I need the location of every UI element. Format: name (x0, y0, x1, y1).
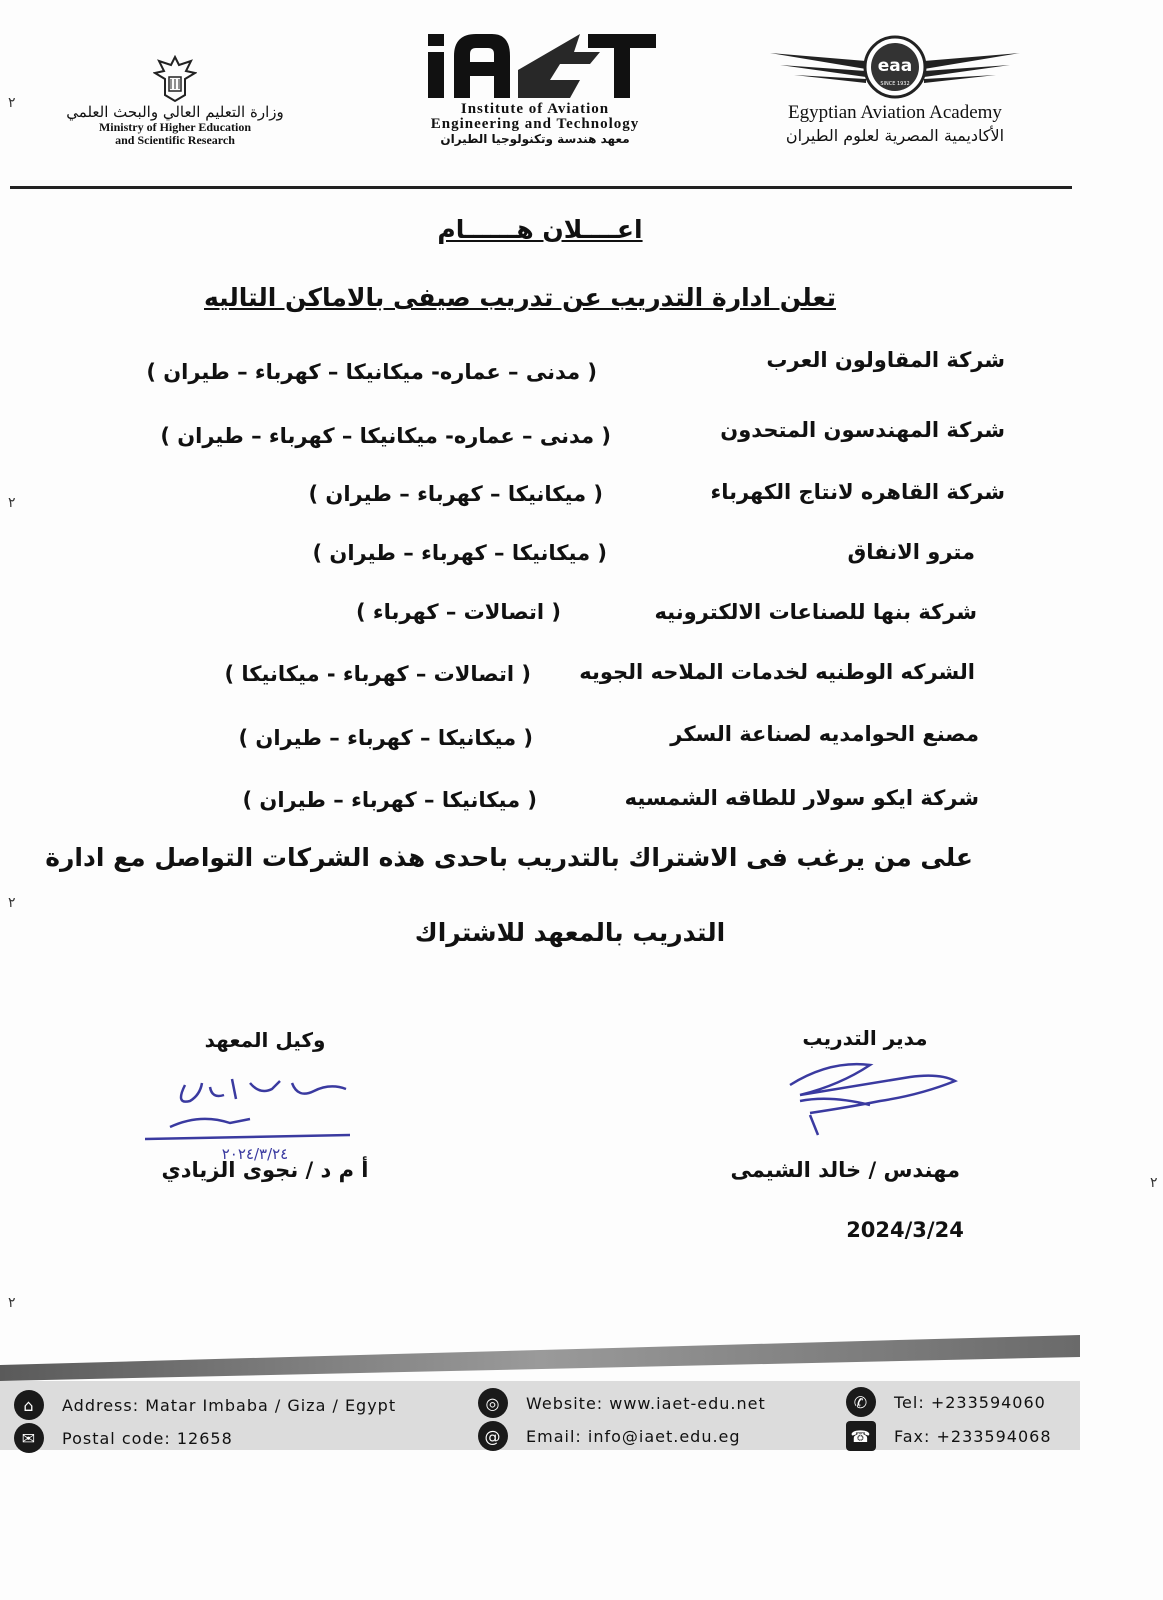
header-divider (10, 186, 1072, 189)
company-name: مصنع الحوامديه لصناعة السكر (670, 722, 979, 746)
ministry-name-ar: وزارة التعليم العالي والبحث العلمي (66, 103, 284, 121)
email-text[interactable]: Email: info@iaet.edu.eg (526, 1426, 741, 1446)
footer-address (14, 1390, 396, 1420)
company-name: شركة القاهره لانتاج الكهرباء (710, 480, 1005, 504)
home-icon: ⌂ (14, 1390, 44, 1420)
eaa-logo-block (770, 35, 1020, 147)
company-departments: ( ميكانيكا – كهرباء – طيران ) (242, 788, 537, 812)
iaet-logo-block (370, 30, 700, 147)
iaet-logo (410, 30, 660, 102)
margin-mark: ٢ (1150, 1175, 1158, 1191)
eaa-logo-text: eaa (877, 56, 913, 76)
margin-mark: ٢ (8, 95, 16, 111)
margin-mark: ٢ (8, 895, 16, 911)
handwritten-date: ٢٠٢٤/٣/٢٤ (221, 1145, 289, 1163)
company-name: مترو الانفاق (847, 540, 975, 564)
mail-icon: ✉ (14, 1423, 44, 1453)
eaa-name-ar: الأكاديمية المصرية لعلوم الطيران (785, 126, 1005, 145)
iaet-name-en-2: Engineering and Technology (430, 116, 640, 132)
vice-dean-signature (140, 1065, 370, 1165)
egypt-eagle-emblem-icon (153, 55, 197, 103)
training-director-signature (770, 1055, 970, 1145)
company-departments: ( ميكانيكا – كهرباء – طيران ) (312, 541, 607, 565)
fax-text: Fax: +233594068 (894, 1426, 1052, 1446)
footer-website[interactable] (478, 1388, 766, 1418)
training-director-name: مهندس / خالد الشيمى (730, 1158, 960, 1182)
announcement-subtitle: تعلن ادارة التدريب عن تدريب صيفى بالاماكن التاليه (204, 283, 836, 312)
company-name: شركة المهندسون المتحدون (720, 418, 1005, 442)
vice-dean-role: وكيل المعهد (204, 1028, 326, 1052)
contact-note-line-1: على من يرغب فى الاشتراك بالتدريب باحدى هذه الشركات التواصل مع ادارة (45, 843, 973, 872)
iaet-name-en-1: Institute of Aviation (460, 101, 610, 117)
footer-postal (14, 1423, 233, 1453)
iaet-name-ar: معهد هندسة وتكنولوجيا الطيران (440, 132, 630, 146)
footer-fax (846, 1421, 1052, 1451)
company-name: شركة بنها للصناعات الالكترونيه (654, 600, 977, 624)
contact-note-line-2: التدريب بالمعهد للاشتراك (414, 918, 726, 947)
whatsapp-icon: ✆ (846, 1387, 876, 1417)
eaa-name-en: Egyptian Aviation Academy (788, 102, 1002, 123)
fax-icon: ☎ (846, 1421, 876, 1451)
tel-text: Tel: +233594060 (894, 1392, 1046, 1412)
company-departments: ( مدنى – عماره- ميكانيكا – كهرباء – طيران ) (146, 360, 597, 384)
ministry-name-en-1: Ministry of Higher Education (98, 120, 252, 134)
training-director-role: مدير التدريب (802, 1026, 928, 1050)
company-departments: ( اتصالات – كهرباء - ميكانيكا ) (224, 662, 531, 686)
announcement-title: اعــــلان هــــــام (437, 215, 643, 244)
company-departments: ( مدنى – عماره- ميكانيكا – كهرباء – طيران ) (160, 424, 611, 448)
document-date: 2024/3/24 (846, 1218, 964, 1242)
eaa-since-text: SINCE 1932 (880, 81, 910, 87)
postal-text: Postal code: 12658 (62, 1428, 233, 1448)
at-icon: @ (478, 1421, 508, 1451)
ministry-logo-block (40, 55, 310, 147)
eaa-wings-logo (770, 35, 1020, 101)
margin-mark: ٢ (8, 1295, 16, 1311)
website-text[interactable]: Website: www.iaet-edu.net (526, 1393, 766, 1413)
company-name: شركة المقاولون العرب (766, 348, 1005, 372)
company-name: شركة ايكو سولار للطاقه الشمسيه (624, 786, 979, 810)
footer-email[interactable] (478, 1421, 741, 1451)
company-name: الشركه الوطنيه لخدمات الملاحه الجويه (579, 660, 975, 684)
company-departments: ( ميكانيكا – كهرباء – طيران ) (238, 726, 533, 750)
margin-mark: ٢ (8, 495, 16, 511)
globe-icon: ◎ (478, 1388, 508, 1418)
company-departments: ( اتصالات – كهرباء ) (356, 600, 561, 624)
footer-tel (846, 1387, 1046, 1417)
ministry-name-en-2: and Scientific Research (115, 133, 235, 147)
company-departments: ( ميكانيكا – كهرباء – طيران ) (308, 482, 603, 506)
vice-dean-name: أ م د / نجوى الزيادي (161, 1158, 369, 1182)
address-text: Address: Matar Imbaba / Giza / Egypt (62, 1395, 397, 1415)
